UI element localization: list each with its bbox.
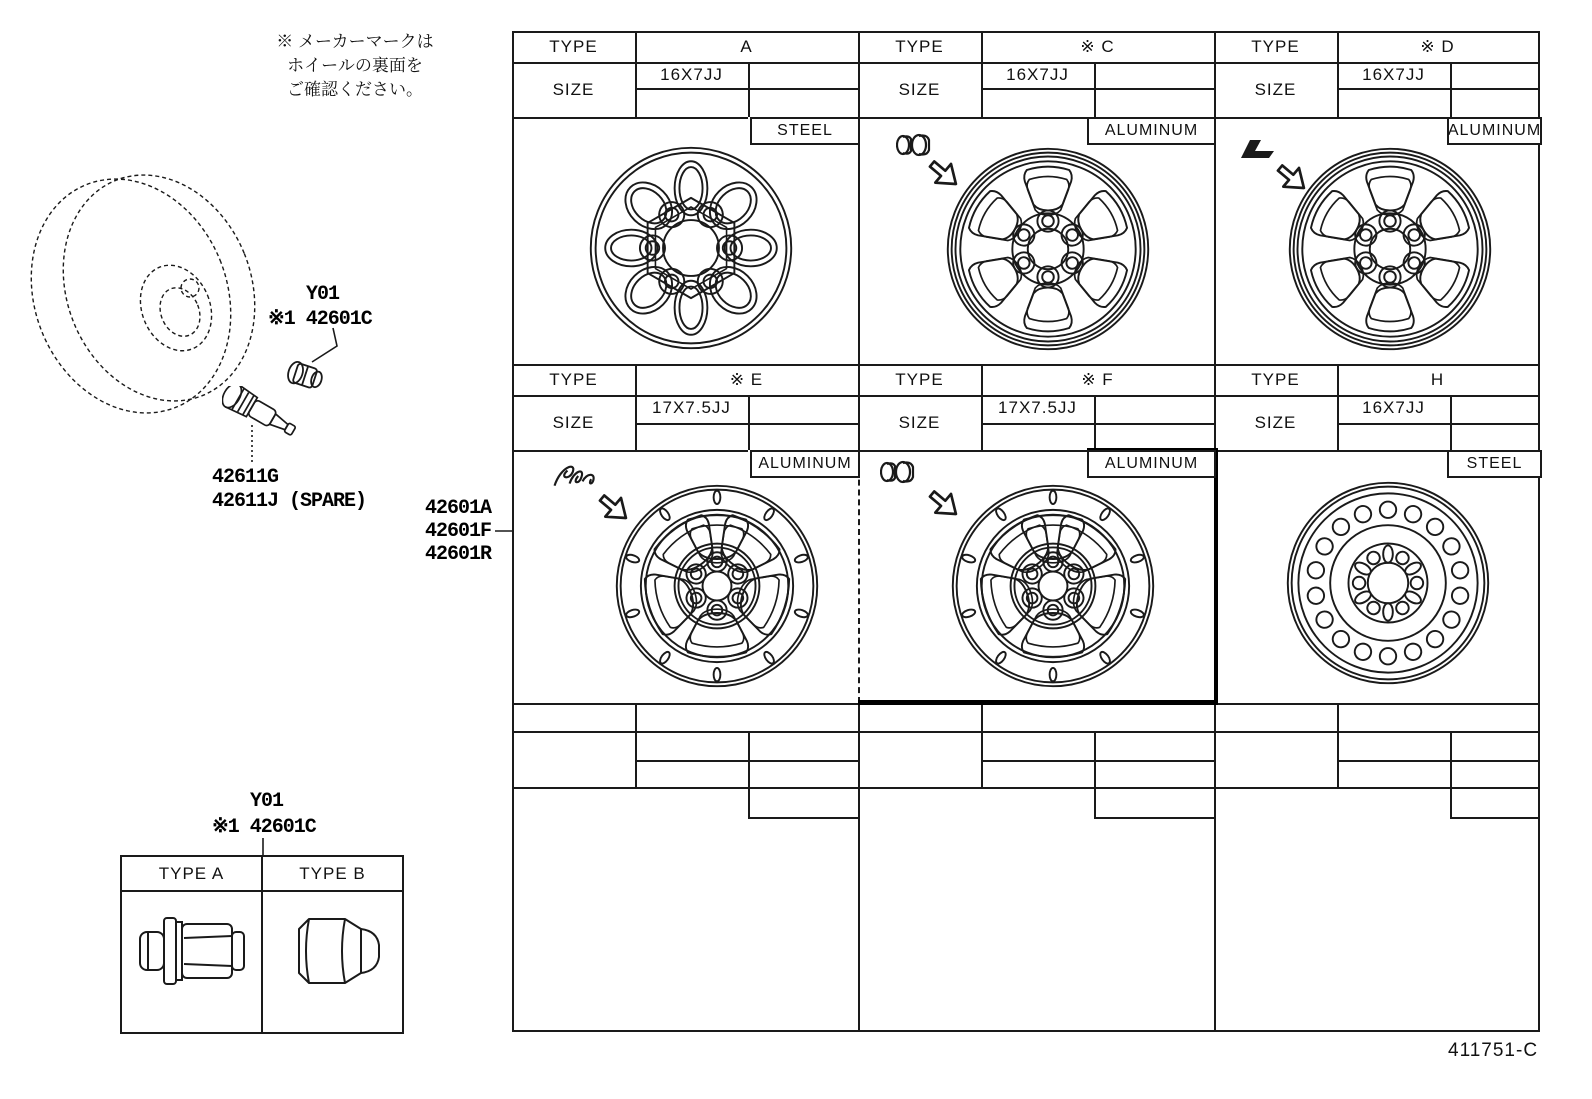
- grid-line: [858, 703, 860, 1030]
- nut-pair-mark-icon: [880, 460, 918, 486]
- script-mark-icon: [552, 462, 598, 490]
- size-value-h: 16X7JJ: [1362, 398, 1425, 417]
- size-value-e: 17X7.5JJ: [652, 398, 731, 417]
- type-label-d: TYPE: [1251, 36, 1300, 56]
- material-tag-f: ALUMINUM: [1087, 450, 1216, 478]
- size-value-f: 17X7.5JJ: [998, 398, 1077, 417]
- flag-mark-icon: [1241, 140, 1275, 160]
- highlight-line: [858, 700, 1218, 705]
- pointer-arrow-icon: [594, 490, 634, 526]
- type-value-c: ※ C: [1080, 36, 1115, 56]
- type-label-h: TYPE: [1251, 369, 1300, 389]
- type-value-f: ※ F: [1081, 369, 1114, 389]
- grid-line: [512, 731, 1540, 733]
- grid-line: [512, 1030, 1540, 1032]
- note-line-3: ご確認ください。: [287, 80, 423, 99]
- valve-spare-part-label: 42611J (SPARE): [212, 490, 367, 513]
- grid-line: [512, 117, 748, 119]
- material-tag-d: ALUMINUM: [1447, 117, 1542, 145]
- wheel-type-f-drawing: [947, 480, 1159, 692]
- nut-box-ref-label: Y01: [250, 790, 284, 813]
- manufacturer-mark-note: [240, 30, 470, 102]
- size-label-h: SIZE: [1254, 412, 1297, 432]
- grid-line: [635, 703, 637, 787]
- nut-type-box: [120, 855, 404, 1034]
- grid-line: [1214, 117, 1450, 119]
- grid-line: [1214, 450, 1450, 452]
- grid-line: [512, 787, 1540, 789]
- hub-nut-ref-label: Y01: [306, 283, 340, 306]
- empty-tag-box: [1094, 787, 1216, 819]
- grid-line: [858, 117, 1094, 119]
- highlight-line: [1214, 448, 1218, 705]
- grid-line: [512, 31, 514, 1030]
- nut-type-a-header: TYPE A: [158, 863, 225, 883]
- valve-part-label: 42611G: [212, 466, 279, 489]
- material-tag-e: ALUMINUM: [750, 450, 860, 478]
- grid-line: [1337, 423, 1538, 425]
- note-line-2: ホイールの裏面を: [287, 56, 423, 75]
- grid-line: [981, 703, 983, 787]
- size-value-c: 16X7JJ: [1006, 65, 1069, 84]
- grid-line: [748, 731, 750, 787]
- wheel-part-label-2: 42601F: [425, 520, 492, 543]
- size-label-e: SIZE: [552, 412, 595, 432]
- size-label-a: SIZE: [552, 79, 595, 99]
- type-label-a: TYPE: [549, 36, 598, 56]
- size-label-c: SIZE: [898, 79, 941, 99]
- grid-line: [1337, 703, 1339, 787]
- type-value-a: A: [740, 36, 753, 56]
- grid-line: [981, 760, 1214, 762]
- type-label-f: TYPE: [895, 369, 944, 389]
- type-value-e: ※ E: [729, 369, 764, 389]
- type-value-h: H: [1430, 369, 1445, 389]
- size-label-d: SIZE: [1254, 79, 1297, 99]
- material-tag-a: STEEL: [750, 117, 860, 145]
- grid-line: [1337, 88, 1538, 90]
- wheel-part-label-1: 42601A: [425, 497, 492, 520]
- grid-line: [1538, 31, 1540, 1030]
- washer-nut-drawing: [134, 905, 252, 997]
- size-value-a: 16X7JJ: [660, 65, 723, 84]
- wheel-type-e-drawing: [611, 480, 823, 692]
- pointer-arrow-icon: [924, 156, 964, 192]
- wheel-type-c-drawing: [942, 143, 1154, 355]
- nut-box-part-label: ※1 42601C: [212, 816, 316, 839]
- grid-line: [512, 450, 748, 452]
- wheel-part-label-3: 42601R: [425, 543, 492, 566]
- material-tag-c: ALUMINUM: [1087, 117, 1216, 145]
- type-value-d: ※ D: [1420, 36, 1455, 56]
- size-label-f: SIZE: [898, 412, 941, 432]
- material-tag-h: STEEL: [1447, 450, 1542, 478]
- grid-line: [1450, 731, 1452, 787]
- nut-type-b-header: TYPE B: [299, 863, 366, 883]
- acorn-nut-drawing: [287, 909, 387, 994]
- type-label-c: TYPE: [895, 36, 944, 56]
- wheel-type-h-drawing: [1282, 477, 1494, 689]
- grid-line: [981, 88, 1214, 90]
- empty-tag-box: [748, 787, 860, 819]
- grid-line: [635, 88, 858, 90]
- wheel-type-a-drawing: [585, 142, 797, 354]
- size-value-d: 16X7JJ: [1362, 65, 1425, 84]
- grid-line: [635, 423, 858, 425]
- note-line-1: ※ メーカーマークは: [276, 32, 434, 51]
- grid-line: [858, 450, 860, 703]
- grid-line: [981, 423, 1214, 425]
- grid-line: [1337, 760, 1538, 762]
- hub-nut-part-label: ※1 42601C: [268, 308, 372, 331]
- grid-line: [635, 760, 858, 762]
- grid-line: [1094, 731, 1096, 787]
- wheel-type-d-drawing: [1284, 143, 1496, 355]
- empty-tag-box: [1450, 787, 1540, 819]
- pointer-arrow-icon: [1272, 160, 1312, 196]
- valve-stem-drawing: [222, 386, 337, 450]
- grid-line: [858, 450, 1094, 452]
- type-label-e: TYPE: [549, 369, 598, 389]
- pointer-arrow-icon: [924, 486, 964, 522]
- document-number: 411751-C: [1448, 1040, 1539, 1061]
